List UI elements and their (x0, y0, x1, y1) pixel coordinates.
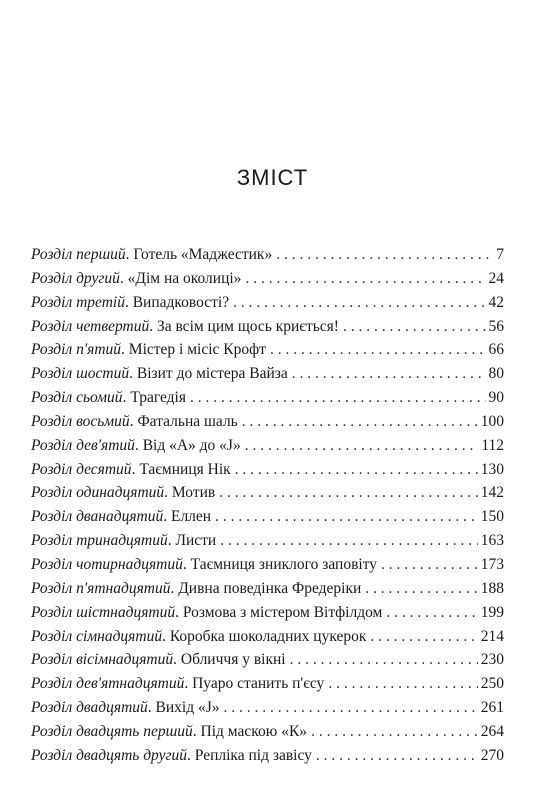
chapter-title: . Листи (167, 532, 217, 550)
chapter-label: Розділ п'ятнадцятий (31, 579, 171, 597)
chapter-title: . Візит до містера Вайза (129, 365, 288, 383)
toc-entry (31, 529, 504, 553)
chapter-label: Розділ шостий (31, 365, 130, 383)
page-title: ЗМІСТ (236, 164, 309, 190)
chapter-label: Розділ дванадцятий (31, 508, 164, 526)
chapter-title: . Таємниця зниклого заповіту (182, 555, 378, 573)
chapter-label: Розділ одинадцятий (31, 484, 165, 502)
toc-entry (31, 577, 504, 601)
chapter-title: . Містер і місіс Крофт (121, 341, 266, 359)
chapter-label: Розділ сьомий (31, 389, 123, 407)
chapter-title: . Обличчя у вікні (173, 651, 286, 669)
dot-leader (328, 672, 477, 696)
toc-entry (31, 410, 504, 434)
chapter-label: Розділ другий (31, 269, 120, 287)
toc-entry (31, 625, 504, 649)
page-number: 264 (480, 722, 504, 740)
chapter-title: . Дивна поведінка Фредеріки (170, 579, 362, 597)
page-number: 199 (480, 603, 504, 621)
dot-leader (220, 529, 478, 553)
chapter-label: Розділ тринадцятий (31, 532, 168, 550)
chapter-label: Розділ шістнадцятий (31, 603, 176, 621)
page-number: 66 (488, 341, 504, 359)
chapter-label: Розділ сімнадцятий (31, 627, 163, 645)
page-number: 163 (480, 532, 504, 550)
page-number: 130 (480, 460, 504, 478)
chapter-label: Розділ двадцять перший (31, 722, 193, 740)
dot-leader (370, 625, 477, 649)
toc-entry (31, 338, 504, 362)
chapter-title: . Коробка шоколадних цукерок (162, 627, 367, 645)
dot-leader (311, 720, 478, 744)
page-number: 230 (480, 651, 504, 669)
dot-leader (292, 362, 486, 386)
page-number: 90 (488, 389, 504, 407)
page-number: 214 (480, 627, 504, 645)
chapter-title: . Таємниця Нік (131, 460, 231, 478)
chapter-title: . Репліка під завісу (187, 746, 312, 764)
dot-leader (215, 505, 478, 529)
page-number: 7 (496, 246, 504, 263)
toc-entry (31, 434, 504, 458)
chapter-title: . Розмова з містером Вітфілдом (175, 603, 383, 621)
page-number: 112 (481, 436, 504, 454)
dot-leader (381, 553, 478, 577)
dot-leader (290, 648, 478, 672)
dot-leader (245, 267, 485, 291)
toc-entry (31, 291, 504, 315)
dot-leader (276, 243, 493, 267)
toc-entry (31, 720, 504, 744)
chapter-label: Розділ п'ятий (31, 341, 122, 359)
chapter-label: Розділ двадцятий (31, 699, 148, 717)
dot-leader (316, 744, 478, 768)
page-number: 24 (488, 269, 504, 287)
toc-entry (31, 672, 504, 696)
dot-leader (245, 434, 479, 458)
toc-entry (31, 243, 504, 267)
toc-entry (31, 744, 504, 768)
dot-leader (219, 481, 478, 505)
chapter-label: Розділ десятий (31, 460, 132, 478)
toc-entry (31, 648, 504, 672)
toc-entry (31, 601, 504, 625)
dot-leader (343, 315, 486, 339)
dot-leader (242, 410, 478, 434)
chapter-label: Розділ третій (31, 293, 125, 311)
chapter-title: . За всім цим щось криється! (149, 317, 339, 335)
page-number: 250 (480, 675, 504, 693)
dot-leader (224, 696, 478, 720)
toc-entry (31, 458, 504, 482)
chapter-label: Розділ дев'ятнадцятий (31, 675, 185, 693)
page-number: 100 (480, 412, 504, 430)
page-number: 173 (480, 555, 504, 573)
page-number: 56 (488, 317, 504, 335)
chapter-title: . Під маскою «К» (192, 722, 308, 740)
dot-leader (233, 291, 485, 315)
chapter-title: . Вихід «J» (147, 699, 220, 717)
chapter-label: Розділ восьмий (31, 412, 130, 430)
toc-entry (31, 267, 504, 291)
chapter-title: . Фатальна шаль (129, 412, 238, 430)
toc-entry (31, 481, 504, 505)
chapter-title: . Трагедія (122, 389, 186, 407)
chapter-label: Розділ чотирнадцятий (31, 555, 183, 573)
page-number: 80 (488, 365, 504, 383)
page-number: 142 (480, 484, 504, 502)
chapter-title: . Мотив (164, 484, 216, 502)
toc-entry (31, 315, 504, 339)
table-of-contents (31, 243, 504, 768)
toc-entry (31, 505, 504, 529)
dot-leader (386, 601, 477, 625)
toc-entry (31, 362, 504, 386)
chapter-label: Розділ двадцять другий (31, 746, 188, 764)
dot-leader (190, 386, 486, 410)
chapter-title: . Пуаро станить п'єсу (184, 675, 325, 693)
chapter-label: Розділ перший (31, 246, 126, 263)
chapter-label: Розділ дев'ятий (31, 436, 135, 454)
chapter-title: . Еллен (163, 508, 212, 526)
toc-entry (31, 553, 504, 577)
toc-entry (31, 696, 504, 720)
page-number: 270 (480, 746, 504, 764)
chapter-title: . Випадковості? (124, 293, 230, 311)
page-number: 42 (488, 293, 504, 311)
chapter-title: . Від «А» до «J» (134, 436, 241, 454)
chapter-label: Розділ четвертий (31, 317, 150, 335)
toc-entry (31, 386, 504, 410)
dot-leader (235, 458, 478, 482)
chapter-title: . «Дім на околиці» (119, 269, 242, 287)
page-number: 188 (480, 579, 504, 597)
dot-leader (365, 577, 477, 601)
page-number: 261 (480, 699, 504, 717)
chapter-title: . Готель «Маджестик» (125, 246, 273, 263)
chapter-label: Розділ вісімнадцятий (31, 651, 174, 669)
page-number: 150 (480, 508, 504, 526)
dot-leader (270, 338, 486, 362)
